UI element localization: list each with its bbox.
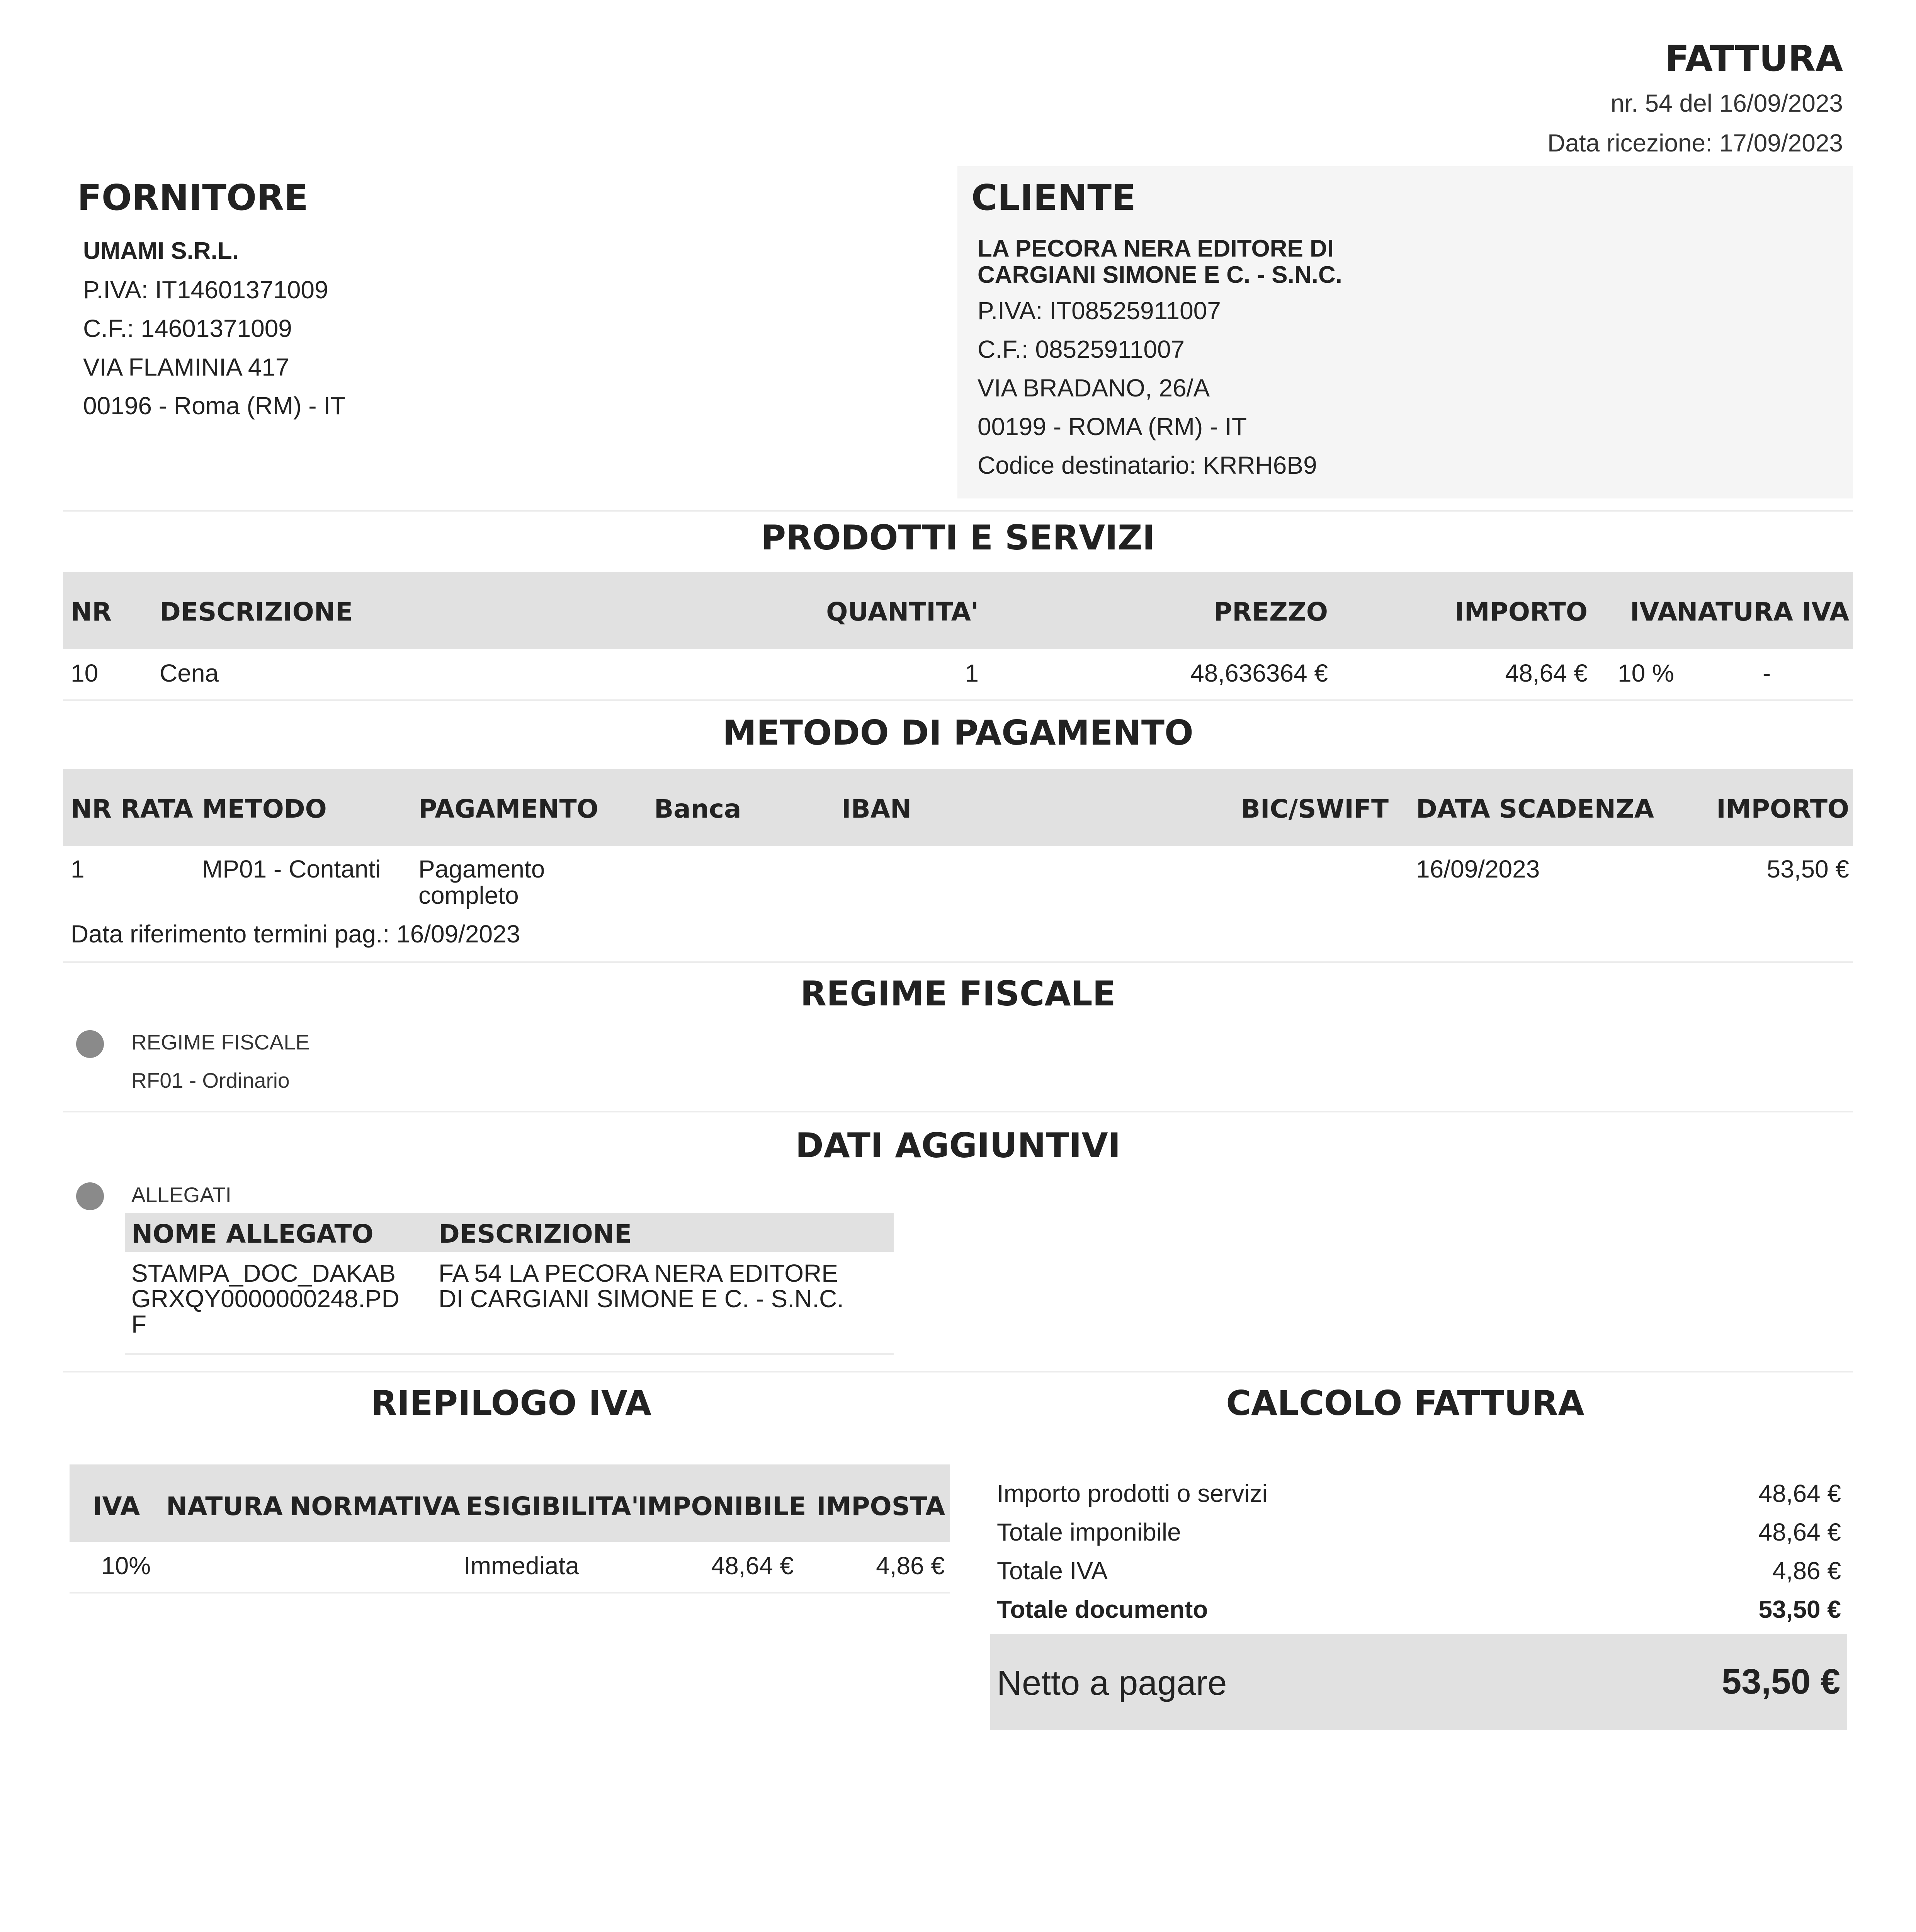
net-payable-value: 53,50 € <box>1722 1662 1840 1701</box>
attachment-name-2: GRXQY0000000248.PD <box>131 1285 400 1313</box>
invoice-number: nr. 54 del 16/09/2023 <box>1610 89 1843 117</box>
col-vat-imponibile: IMPONIBILE <box>638 1492 806 1521</box>
client-recipient-code: Codice destinatario: KRRH6B9 <box>978 451 1317 479</box>
cell-nr: 10 <box>71 659 99 687</box>
calc-line <box>997 1551 1841 1590</box>
regime-label: REGIME FISCALE <box>131 1030 310 1054</box>
supplier-address: VIA FLAMINIA 417 <box>83 353 289 381</box>
attachment-name-3: F <box>131 1310 147 1338</box>
payment-reference: Data riferimento termini pag.: 16/09/2023 <box>71 920 520 948</box>
calc-label: Totale imponibile <box>997 1518 1181 1546</box>
attachments-label: ALLEGATI <box>131 1183 231 1207</box>
divider <box>63 1371 1853 1372</box>
calc-value: 53,50 € <box>1758 1595 1841 1623</box>
col-descrizione-allegato: DESCRIZIONE <box>439 1219 632 1249</box>
supplier-city: 00196 - Roma (RM) - IT <box>83 392 346 420</box>
cell-pay-importo: 53,50 € <box>1766 855 1849 883</box>
cell-vat-imposta: 4,86 € <box>876 1552 945 1580</box>
col-nr: NR <box>71 597 112 627</box>
col-vat-esigibilita: ESIGIBILITA' <box>466 1492 639 1521</box>
cell-pagamento-1: Pagamento <box>418 855 545 883</box>
client-name-1: LA PECORA NERA EDITORE DI <box>978 235 1334 262</box>
supplier-piva: P.IVA: IT14601371009 <box>83 276 328 304</box>
calc-line <box>997 1474 1841 1513</box>
col-bic: BIC/SWIFT <box>1241 794 1389 824</box>
calc-value: 4,86 € <box>1772 1557 1841 1585</box>
calc-title: CALCOLO FATTURA <box>1226 1383 1584 1423</box>
net-payable-label: Netto a pagare <box>997 1664 1227 1702</box>
payment-title: METODO DI PAGAMENTO <box>723 713 1193 753</box>
col-vat-natura: NATURA <box>166 1492 283 1521</box>
cell-scadenza: 16/09/2023 <box>1416 855 1540 883</box>
divider <box>63 699 1853 701</box>
calc-line-total <box>997 1590 1841 1629</box>
supplier-name: UMAMI S.R.L. <box>83 238 239 264</box>
cell-prezzo: 48,636364 € <box>1190 659 1328 687</box>
attachment-name <box>131 1260 400 1337</box>
col-importo: IMPORTO <box>1455 597 1588 627</box>
col-quantita: QUANTITA' <box>826 597 979 627</box>
calc-value: 48,64 € <box>1758 1518 1841 1546</box>
calc-value: 48,64 € <box>1758 1480 1841 1507</box>
col-natura-iva: NATURA IVA <box>1676 597 1849 627</box>
col-vat-normativa: NORMATIVA <box>290 1492 461 1521</box>
calc-label: Totale documento <box>997 1595 1208 1623</box>
products-title: PRODOTTI E SERVIZI <box>761 518 1155 558</box>
client-heading: CLIENTE <box>971 177 1136 218</box>
extra-title: DATI AGGIUNTIVI <box>795 1126 1121 1165</box>
cell-vat-esigibilita: Immediata <box>464 1552 579 1580</box>
col-nome-allegato: NOME ALLEGATO <box>131 1219 374 1249</box>
client-piva: P.IVA: IT08525911007 <box>978 297 1221 325</box>
regime-value: RF01 - Ordinario <box>131 1068 290 1092</box>
cell-quantita: 1 <box>965 659 979 687</box>
client-address: VIA BRADANO, 26/A <box>978 374 1210 402</box>
cell-importo: 48,64 € <box>1505 659 1588 687</box>
client-name-2: CARGIANI SIMONE E C. - S.N.C. <box>978 262 1342 288</box>
col-prezzo: PREZZO <box>1213 597 1328 627</box>
cell-descrizione: Cena <box>160 659 219 687</box>
col-nr-rata: NR RATA <box>71 794 193 824</box>
col-scadenza: DATA SCADENZA <box>1416 794 1654 824</box>
attachments-divider <box>125 1353 894 1355</box>
attachment-desc-1: FA 54 LA PECORA NERA EDITORE <box>439 1259 838 1287</box>
calc-label: Importo prodotti o servizi <box>997 1480 1268 1507</box>
supplier-details <box>83 232 345 425</box>
client-city: 00199 - ROMA (RM) - IT <box>978 413 1247 440</box>
cell-vat-imponibile: 48,64 € <box>711 1552 794 1580</box>
col-metodo: METODO <box>202 794 327 824</box>
col-pay-importo: IMPORTO <box>1716 794 1849 824</box>
bullet-icon <box>76 1030 104 1058</box>
calc-label: Totale IVA <box>997 1557 1108 1585</box>
attachment-name-1: STAMPA_DOC_DAKAB <box>131 1259 396 1287</box>
divider <box>63 961 1853 963</box>
col-descrizione: DESCRIZIONE <box>160 597 353 627</box>
invoice-title: FATTURA <box>1665 38 1843 79</box>
client-cf: C.F.: 08525911007 <box>978 335 1185 363</box>
col-iva: IVA <box>1630 597 1677 627</box>
received-date: Data ricezione: 17/09/2023 <box>1547 129 1843 157</box>
supplier-heading: FORNITORE <box>77 177 308 218</box>
supplier-cf: C.F.: 14601371009 <box>83 315 292 342</box>
cell-pagamento-2: completo <box>418 881 519 909</box>
calc-line <box>997 1513 1841 1551</box>
calc-lines <box>997 1474 1841 1629</box>
col-banca: Banca <box>654 794 741 824</box>
regime-title: REGIME FISCALE <box>800 974 1116 1014</box>
divider <box>63 510 1853 512</box>
vat-row-divider <box>70 1592 950 1594</box>
vat-summary-title: RIEPILOGO IVA <box>371 1383 652 1423</box>
col-vat-iva: IVA <box>93 1492 140 1521</box>
cell-vat-iva: 10% <box>101 1552 151 1580</box>
bullet-icon <box>76 1182 104 1210</box>
attachment-description <box>439 1260 844 1311</box>
divider <box>63 1111 1853 1112</box>
cell-natura: - <box>1763 659 1771 687</box>
attachment-desc-2: DI CARGIANI SIMONE E C. - S.N.C. <box>439 1285 844 1313</box>
client-details <box>978 236 1342 485</box>
col-iban: IBAN <box>842 794 912 824</box>
cell-metodo: MP01 - Contanti <box>202 855 381 883</box>
col-vat-imposta: IMPOSTA <box>816 1492 945 1521</box>
cell-nr-rata: 1 <box>71 855 85 883</box>
cell-iva: 10 % <box>1618 659 1674 687</box>
col-pagamento: PAGAMENTO <box>418 794 598 824</box>
